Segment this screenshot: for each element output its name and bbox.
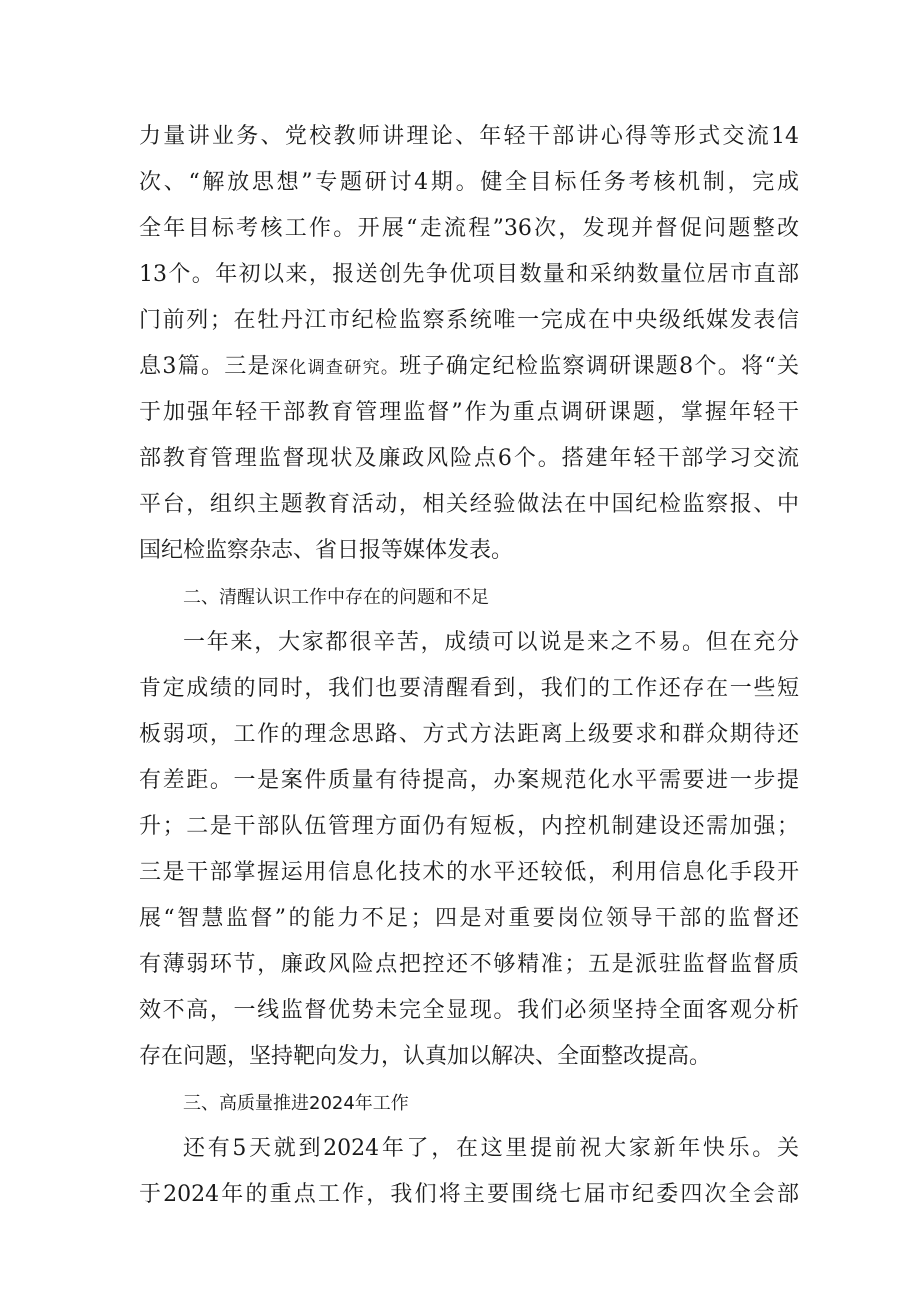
paragraph-1-line-5: 门前列；在牡丹江市纪检监察系统唯一完成在中央级纸媒发表信 xyxy=(139,308,799,333)
section-2-line-8: 有薄弱环节，廉政风险点把控还不够精准；五是派驻监督监督质 xyxy=(139,952,799,977)
section-2-line-3: 板弱项，工作的理念思路、方式方法距离上级要求和群众期待还 xyxy=(139,722,799,747)
section-2-line-5: 升；二是干部队伍管理方面仍有短板，内控机制建设还需加强； xyxy=(139,814,799,839)
paragraph-1-line-1: 力量讲业务、党校教师讲理论、年轻干部讲心得等形式交流14 xyxy=(139,124,799,149)
paragraph-1-line-8: 部教育管理监督现状及廉政风险点6个。搭建年轻干部学习交流 xyxy=(139,446,799,471)
paragraph-1-line-6 xyxy=(139,352,799,383)
emphasis-deepen-research: 深化调查研究。 xyxy=(270,358,400,378)
paragraph-1-line-10: 国纪检监察杂志、省日报等媒体发表。 xyxy=(139,538,514,563)
section-2-line-10: 存在问题，坚持靶向发力，认真加以解决、全面整改提高。 xyxy=(139,1044,712,1069)
paragraph-1-line-9: 平台，组织主题教育活动，相关经验做法在中国纪检监察报、中 xyxy=(139,492,799,517)
section-2-line-2: 肯定成绩的同时，我们也要清醒看到，我们的工作还存在一些短 xyxy=(139,676,799,701)
line-6-after: 班子确定纪检监察调研课题8个。将“关 xyxy=(399,354,800,379)
section-2-line-1: 一年来，大家都很辛苦，成绩可以说是来之不易。但在充分 xyxy=(183,630,799,655)
section-2-line-7: 展“智慧监督”的能力不足；四是对重要岗位领导干部的监督还 xyxy=(139,906,799,931)
paragraph-1-line-3: 全年目标考核工作。开展“走流程”36次，发现并督促问题整改 xyxy=(139,216,799,241)
section-3-line-1: 还有5天就到2024年了，在这里提前祝大家新年快乐。关 xyxy=(183,1136,799,1161)
section-3-line-2: 于2024年的重点工作，我们将主要围绕七届市纪委四次全会部 xyxy=(139,1182,799,1207)
section-2-line-9: 效不高，一线监督优势未完全显现。我们必须坚持全面客观分析 xyxy=(139,998,799,1023)
paragraph-1-line-2: 次、“解放思想”专题研讨4期。健全目标任务考核机制，完成 xyxy=(139,170,799,195)
section-2-line-4: 有差距。一是案件质量有待提高，办案规范化水平需要进一步提 xyxy=(139,768,799,793)
section-3-heading: 三、高质量推进2024年工作 xyxy=(183,1093,409,1114)
line-6-before: 息3篇。三是 xyxy=(139,354,271,379)
paragraph-1-line-4: 13个。年初以来，报送创先争优项目数量和采纳数量位居市直部 xyxy=(139,262,799,287)
section-2-heading: 二、清醒认识工作中存在的问题和不足 xyxy=(183,587,489,608)
section-2-line-6: 三是干部掌握运用信息化技术的水平还较低，利用信息化手段开 xyxy=(139,860,799,885)
paragraph-1-line-7: 于加强年轻干部教育管理监督”作为重点调研课题，掌握年轻干 xyxy=(139,400,799,425)
